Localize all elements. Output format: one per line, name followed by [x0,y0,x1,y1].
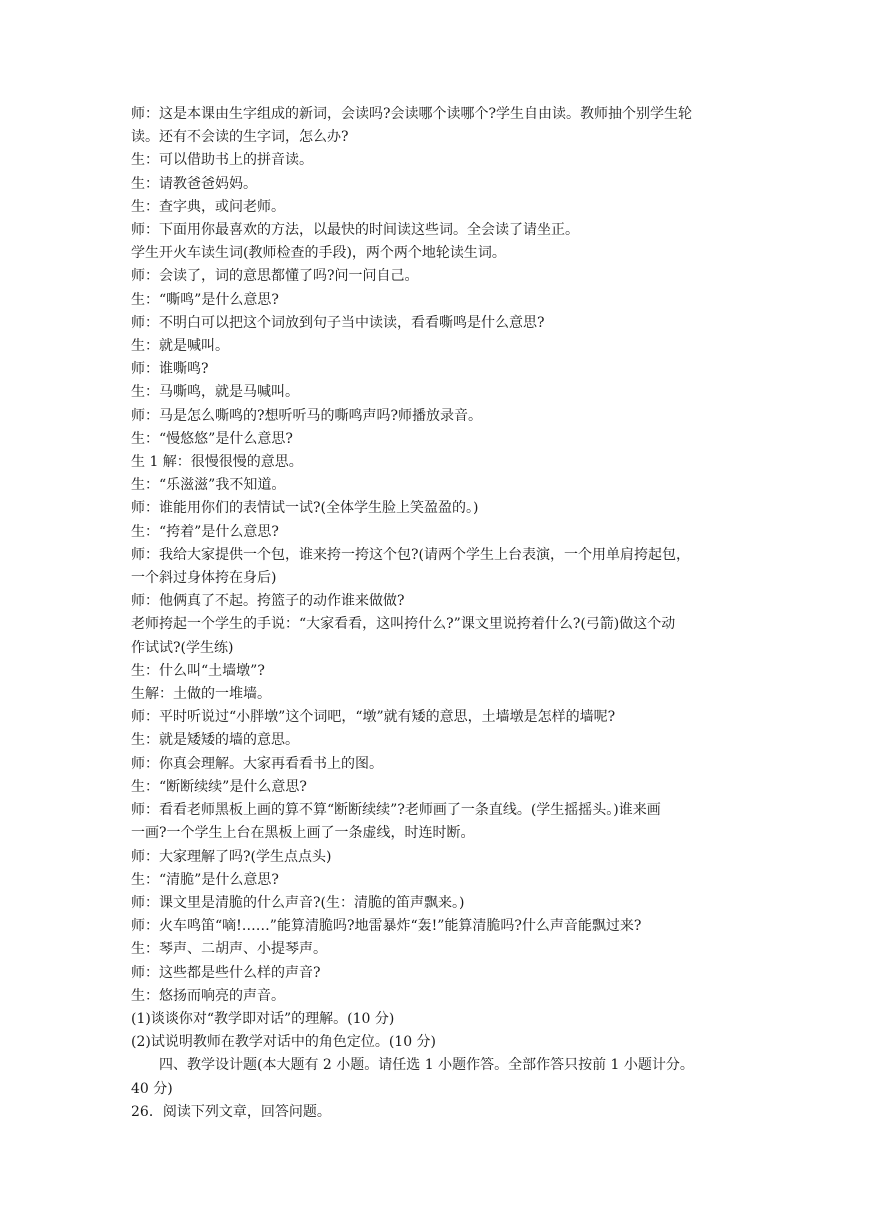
text-line: 生：查字典，或问老师。 [131,198,285,215]
text-line: 生：“嘶鸣”是什么意思? [131,291,279,308]
text-line: 师：会读了，词的意思都懂了吗?问一问自己。 [131,268,419,285]
text-line: 师：我给大家提供一个包，谁来挎一挎这个包?(请两个学生上台表演，一个用单肩挎起包， [131,546,690,563]
text-line: 师：这些都是些什么样的声音? [131,964,321,981]
text-line: 学生开火车读生词(教师检查的手段)，两个两个地轮读生词。 [131,245,506,262]
question-1: (1)谈谈你对“教学即对话”的理解。(10 分) [131,1010,395,1027]
text-line: 师：下面用你最喜欢的方法，以最快的时间读这些词。全会读了请坐正。 [131,222,579,239]
text-line: 师：你真会理解。大家再看看书上的图。 [131,755,383,772]
text-line: 一画?一个学生上台在黑板上画了一条虚线，时连时断。 [131,825,475,842]
text-line: 生：就是喊叫。 [131,338,229,355]
text-line: 师：看看老师黑板上画的算不算“断断续续”?老师画了一条直线。(学生摇摇头。)谁来画 [131,802,661,819]
text-line: 师：不明白可以把这个词放到句子当中读读，看看嘶鸣是什么意思? [131,314,545,331]
text-line: 生：马嘶鸣，就是马喊叫。 [131,384,299,401]
text-line: 老师挎起一个学生的手说：“大家看看，这叫挎什么?”课文里说挎着什么?(弓箭)做这个动 [131,616,676,633]
text-line: 生：“乐滋滋”我不知道。 [131,477,286,494]
text-line: 师：谁能用你们的表情试一试?(全体学生脸上笑盈盈的。) [131,500,479,517]
text-line: 生：就是矮矮的墙的意思。 [131,732,299,749]
text-line: 读。还有不会读的生字词，怎么办? [131,129,349,146]
text-line: 生：什么叫“土墙墩”? [131,662,265,679]
text-line: 生：“断断续续”是什么意思? [131,778,307,795]
text-line: 作试试?(学生练) [131,639,234,656]
text-line: 生：“挎着”是什么意思? [131,523,279,540]
text-line: 一个斜过身体挎在身后) [131,570,277,587]
question-26: 26．阅读下列文章，回答问题。 [131,1103,331,1120]
text-line: 生：“慢悠悠”是什么意思? [131,430,293,447]
question-2: (2)试说明教师在教学对话中的角色定位。(10 分) [131,1034,437,1051]
text-line: 师：谁嘶鸣? [131,361,209,378]
text-line: 生：悠扬而响亮的声音。 [131,987,285,1004]
text-line: 生解：土做的一堆墙。 [131,686,271,703]
text-line: 师：课文里是清脆的什么声音?(生：清脆的笛声飘来。) [131,894,465,911]
text-line: 生：“清脆”是什么意思? [131,871,279,888]
text-line: 师：平时听说过“小胖墩”这个词吧，“墩”就有矮的意思，土墙墩是怎样的墙呢? [131,709,616,726]
text-line: 师：马是怎么嘶鸣的?想听听马的嘶鸣声吗?师播放录音。 [131,407,483,424]
text-line: 师：火车鸣笛“嘀!……”能算清脆吗?地雷暴炸“轰!”能算清脆吗?什么声音能飘过来? [131,918,642,935]
document-body [131,103,743,1124]
text-line: 生：请教爸爸妈妈。 [131,175,257,192]
text-line: 师：这是本课由生字组成的新词，会读吗?会读哪个读哪个?学生自由读。教师抽个别学生轮 [131,106,693,122]
section-heading: 四、教学设计题(本大题有 2 小题。请任选 1 小题作答。全部作答只按前 1 小题计分。 [159,1057,694,1074]
section-heading-cont: 40 分) [131,1080,173,1097]
text-line: 生：琴声、二胡声、小提琴声。 [131,941,327,958]
text-line: 生：可以借助书上的拼音读。 [131,152,313,169]
text-line: 师：大家理解了吗?(学生点点头) [131,848,332,865]
text-line: 生 1 解：很慢很慢的意思。 [131,454,303,471]
text-line: 师：他俩真了不起。挎篮子的动作谁来做做? [131,593,405,610]
